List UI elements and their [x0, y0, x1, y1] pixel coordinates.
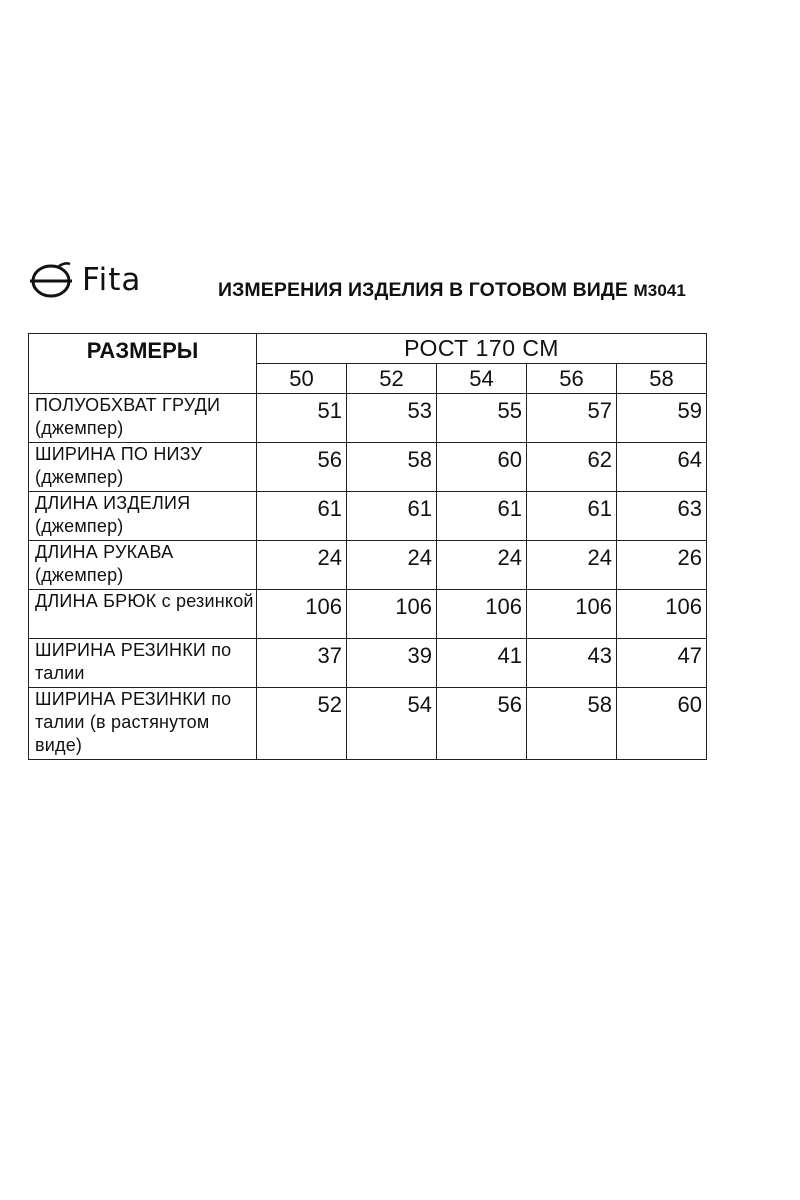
measurement-value: 24 [527, 541, 617, 590]
measurement-value: 106 [437, 590, 527, 639]
measurement-value: 62 [527, 443, 617, 492]
measurement-value: 53 [347, 394, 437, 443]
brand-name: Fita [82, 261, 142, 298]
measurement-value: 41 [437, 639, 527, 688]
measurement-value: 51 [257, 394, 347, 443]
row-label: ДЛИНА РУКАВА (джемпер) [29, 541, 257, 590]
measurement-value: 57 [527, 394, 617, 443]
size-header: 50 [257, 364, 347, 394]
measurement-value: 61 [437, 492, 527, 541]
measurement-value: 61 [257, 492, 347, 541]
measurement-value: 24 [257, 541, 347, 590]
measurement-value: 26 [617, 541, 707, 590]
measurement-value: 54 [347, 688, 437, 760]
measurement-value: 37 [257, 639, 347, 688]
fita-logo-icon [28, 261, 74, 299]
model-code: M3041 [633, 281, 686, 300]
row-label: ШИРИНА РЕЗИНКИ по талии (в растянутом виде) [29, 688, 257, 760]
row-label: ДЛИНА ИЗДЕЛИЯ (джемпер) [29, 492, 257, 541]
measurement-value: 52 [257, 688, 347, 760]
measurement-value: 58 [347, 443, 437, 492]
measurement-value: 106 [347, 590, 437, 639]
height-header: РОСТ 170 СМ [257, 334, 707, 364]
header-row [29, 334, 707, 364]
measurement-value: 106 [527, 590, 617, 639]
table-row [29, 688, 707, 760]
row-label: ШИРИНА ПО НИЗУ (джемпер) [29, 443, 257, 492]
measurements-table [28, 333, 707, 760]
measurement-value: 61 [527, 492, 617, 541]
measurement-value: 43 [527, 639, 617, 688]
measurement-value: 56 [437, 688, 527, 760]
brand-logo [28, 258, 141, 302]
document-title [218, 279, 686, 302]
measurement-value: 55 [437, 394, 527, 443]
row-label: ШИРИНА РЕЗИНКИ по талии [29, 639, 257, 688]
measurement-value: 61 [347, 492, 437, 541]
sizes-header: РАЗМЕРЫ [29, 334, 257, 394]
measurement-value: 47 [617, 639, 707, 688]
measurement-value: 56 [257, 443, 347, 492]
row-label: ПОЛУОБХВАТ ГРУДИ (джемпер) [29, 394, 257, 443]
measurement-value: 59 [617, 394, 707, 443]
measurement-value: 60 [617, 688, 707, 760]
size-header: 52 [347, 364, 437, 394]
measurement-value: 60 [437, 443, 527, 492]
measurement-value: 24 [437, 541, 527, 590]
measurement-value: 106 [617, 590, 707, 639]
size-header: 54 [437, 364, 527, 394]
measurement-value: 64 [617, 443, 707, 492]
document-title-text: ИЗМЕРЕНИЯ ИЗДЕЛИЯ В ГОТОВОМ ВИДЕ [218, 279, 628, 301]
measurement-value: 58 [527, 688, 617, 760]
measurement-value: 24 [347, 541, 437, 590]
table-row [29, 394, 707, 443]
measurement-value: 63 [617, 492, 707, 541]
size-header: 56 [527, 364, 617, 394]
measurement-value: 39 [347, 639, 437, 688]
table-row [29, 492, 707, 541]
table-row [29, 590, 707, 639]
table-row [29, 541, 707, 590]
measurement-value: 106 [257, 590, 347, 639]
size-header: 58 [617, 364, 707, 394]
table-row [29, 639, 707, 688]
row-label: ДЛИНА БРЮК с резинкой [29, 590, 257, 639]
table-row [29, 443, 707, 492]
